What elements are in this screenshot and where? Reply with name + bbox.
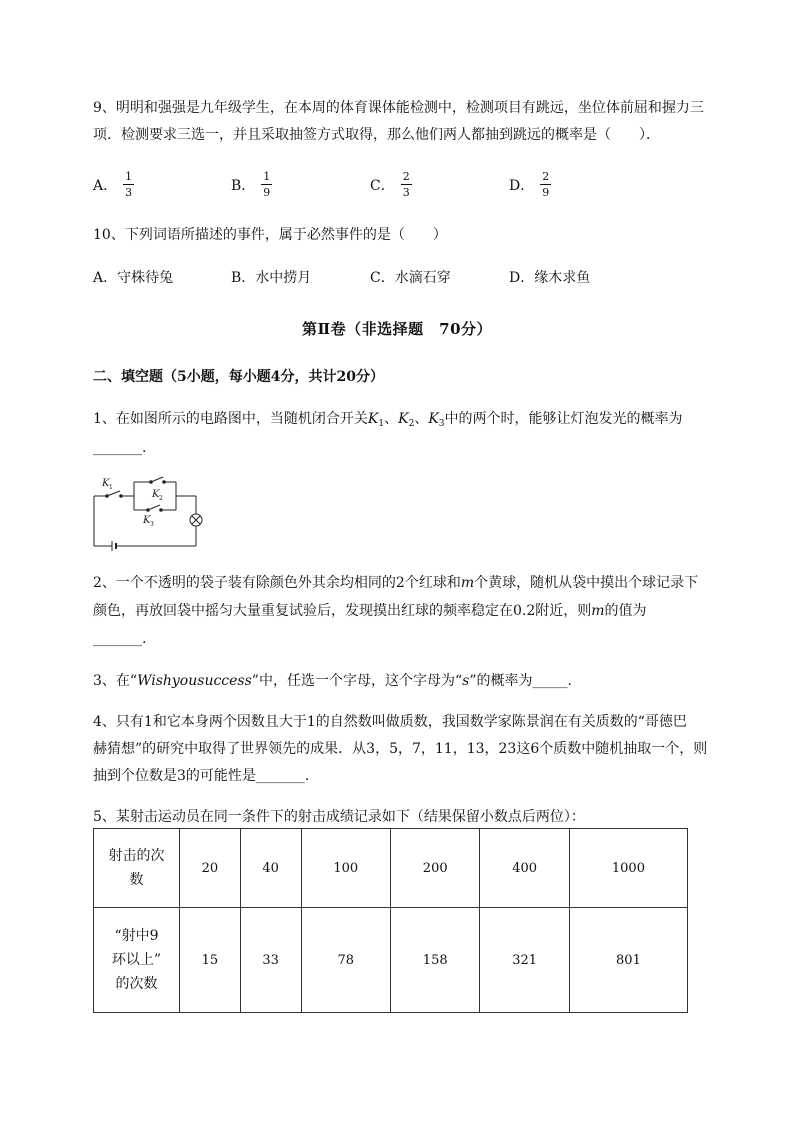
f2-text-pre: 颜色，再放回袋中摇匀大量重复试验后，发现摸出红球的频率稳定在0.2附近，则 bbox=[93, 603, 592, 619]
table-cell: 321 bbox=[480, 908, 569, 1013]
numerator: 1 bbox=[125, 170, 133, 183]
table-cell: 158 bbox=[390, 908, 479, 1013]
shooting-record-table bbox=[93, 828, 688, 1013]
q10-option-a: A．守株待兔 bbox=[93, 270, 174, 286]
q9-line-1: 9、明明和强强是九年级学生，在本周的体育课体能检测中，检测项目有跳远，坐位体前屈和握力三 bbox=[93, 100, 704, 116]
table-cell: 801 bbox=[569, 908, 687, 1013]
header-text: 数 bbox=[129, 872, 144, 888]
table-cell: 20 bbox=[180, 829, 241, 908]
f3-text-post: ”的概率为_____. bbox=[469, 673, 572, 689]
f3-line-1 bbox=[93, 672, 572, 690]
variable-m: m bbox=[460, 575, 475, 591]
table-cell: 33 bbox=[240, 908, 301, 1013]
k1-symbol: K bbox=[367, 411, 379, 427]
f3-word: Wishyousuccess bbox=[137, 673, 252, 689]
table-cell: 100 bbox=[301, 829, 390, 908]
fraction bbox=[401, 170, 412, 199]
k3-symbol: K bbox=[428, 411, 439, 427]
f1-text-pre: 1、在如图所示的电路图中，当随机闭合开关 bbox=[93, 411, 368, 427]
k2-switch-blade bbox=[151, 477, 163, 482]
q10-option-b: B．水中捞月 bbox=[231, 270, 312, 286]
q9-option-d bbox=[509, 170, 551, 199]
fraction bbox=[540, 170, 551, 199]
table-row bbox=[94, 908, 688, 1013]
f2-text-post: 个黄球，随机从袋中摸出个球记录下 bbox=[474, 575, 699, 591]
fraction bbox=[123, 170, 134, 199]
f3-text-pre: 3、在“ bbox=[93, 673, 138, 689]
k2-subscript: 2 bbox=[408, 419, 415, 429]
f3-letter: s bbox=[462, 673, 470, 689]
q9-option-c bbox=[370, 170, 412, 199]
f2-blank: _______. bbox=[93, 631, 147, 647]
f1-blank: _______. bbox=[93, 440, 147, 456]
numerator: 1 bbox=[263, 170, 271, 183]
numerator: 2 bbox=[542, 170, 550, 183]
fraction bbox=[261, 170, 272, 199]
k1-subscript: 1 bbox=[378, 419, 385, 429]
circuit-diagram bbox=[90, 470, 210, 552]
f2-line-2 bbox=[93, 602, 647, 620]
q10-option-d: D．缘木求鱼 bbox=[509, 270, 591, 286]
f2-text-post: 的值为 bbox=[604, 603, 647, 619]
f5-line-1: 5、某射击运动员在同一条件下的射击成绩记录如下（结果保留小数点后两位）： bbox=[93, 809, 585, 825]
option-letter: C． bbox=[370, 177, 395, 194]
table-cell: 78 bbox=[301, 908, 390, 1013]
numerator: 2 bbox=[402, 170, 410, 183]
f4-line-1: 4、只有1和它本身两个因数且大于1的自然数叫做质数，我国数学家陈景润在有关质数的“哥德巴 bbox=[93, 714, 687, 730]
row-header-shots bbox=[94, 829, 180, 908]
q9-line-2: 项．检测要求三选一，并且采取抽签方式取得，那么他们两人都抽到跳远的概率是（ ）． bbox=[93, 127, 660, 143]
table-cell: 40 bbox=[240, 829, 301, 908]
header-text: 射击的次 bbox=[108, 848, 165, 864]
k1-switch-blade bbox=[107, 491, 120, 496]
denominator: 3 bbox=[125, 186, 133, 199]
k2-symbol: K bbox=[398, 411, 409, 427]
table-row bbox=[94, 829, 688, 908]
table-cell: 200 bbox=[390, 829, 479, 908]
q9-option-b bbox=[231, 170, 272, 199]
k3-switch-blade bbox=[148, 505, 160, 510]
denominator: 9 bbox=[263, 186, 271, 199]
k1-label: K bbox=[102, 478, 110, 489]
k3-label-subscript: 3 bbox=[150, 521, 154, 528]
k3-subscript: 3 bbox=[438, 419, 445, 429]
f3-text-mid: ”中，任选一个字母，这个字母为“ bbox=[251, 673, 463, 689]
header-text: 环以上” bbox=[111, 952, 162, 968]
part2-heading: 二、填空题（5小题，每小题4分，共计20分） bbox=[93, 369, 384, 385]
variable-m: m bbox=[591, 603, 605, 619]
table-cell: 400 bbox=[480, 829, 569, 908]
header-text: “射中9 bbox=[114, 928, 159, 944]
f2-text-pre: 2、一个不透明的袋子装有除颜色外其余均相同的2个红球和 bbox=[93, 575, 461, 591]
f1-text-post: 中的两个时，能够让灯泡发光的概率为 bbox=[444, 411, 683, 427]
denominator: 3 bbox=[402, 186, 410, 199]
f1-line-1 bbox=[93, 410, 683, 433]
denominator: 9 bbox=[542, 186, 550, 199]
separator: 、 bbox=[384, 411, 399, 427]
option-letter: B． bbox=[231, 177, 256, 194]
table-cell: 1000 bbox=[569, 829, 687, 908]
option-letter: D． bbox=[509, 177, 535, 194]
q10-option-c: C．水滴石穿 bbox=[370, 270, 451, 286]
f2-line-1 bbox=[93, 574, 698, 592]
f4-line-3: 抽到个位数是3的可能性是_______. bbox=[93, 768, 310, 784]
f4-line-2: 赫猜想”的研究中取得了世界领先的成果．从3，5，7，11，13，23这6个质数中随机抽取一个，则 bbox=[93, 741, 708, 757]
row-header-hits bbox=[94, 908, 180, 1013]
k3-label: K bbox=[143, 515, 151, 526]
k2-label: K bbox=[152, 489, 160, 500]
q10-line-1: 10、下列词语所描述的事件，属于必然事件的是（ ） bbox=[93, 227, 447, 243]
option-letter: A． bbox=[93, 177, 118, 194]
separator: 、 bbox=[414, 411, 429, 427]
section-title: 第Ⅱ卷（非选择题 70分） bbox=[301, 320, 493, 338]
table-cell: 15 bbox=[180, 908, 241, 1013]
header-text: 的次数 bbox=[115, 976, 158, 992]
k2-label-subscript: 2 bbox=[159, 495, 163, 502]
q9-option-a bbox=[93, 170, 134, 199]
k1-label-subscript: 1 bbox=[109, 484, 113, 491]
